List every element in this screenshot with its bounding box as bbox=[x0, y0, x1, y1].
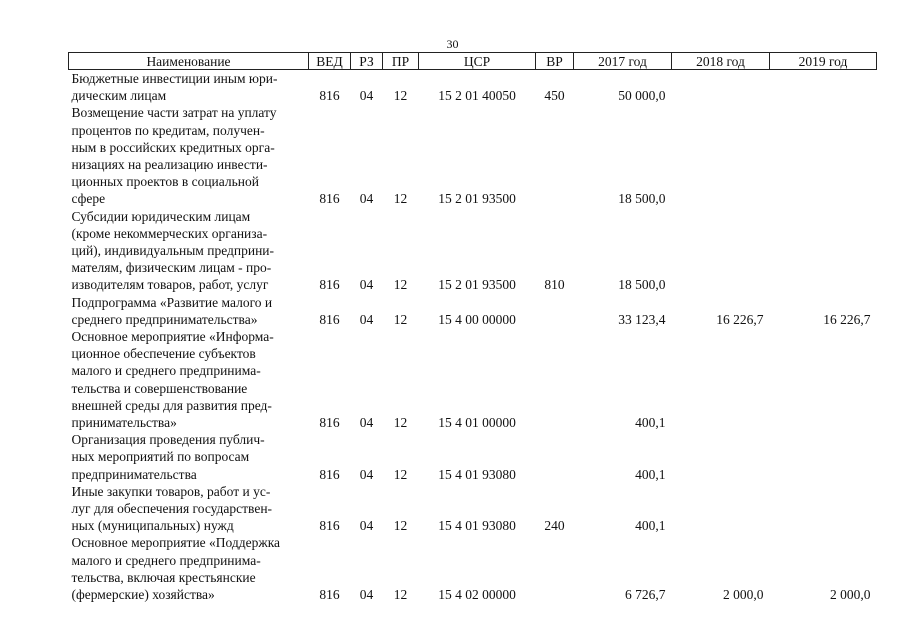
table-row bbox=[69, 328, 877, 431]
page-number: 30 bbox=[446, 37, 459, 51]
row-2019: 2 000,0 bbox=[830, 587, 871, 603]
row-pr: 12 bbox=[393, 311, 408, 327]
row-name: Бюджетные инвестиции иным юри- дическим лицам bbox=[71, 71, 278, 104]
row-2018 bbox=[672, 208, 770, 294]
row-2019 bbox=[770, 208, 877, 294]
row-rz: 04 bbox=[359, 311, 374, 327]
row-vr bbox=[536, 294, 574, 328]
row-pr: 12 bbox=[393, 191, 408, 207]
row-name: Возмещение части затрат на уплату процентов по кредитам, получен- ным в российских кредитных орга- низациях на реализацию инвести- ционных проектов в социальной сфере bbox=[71, 105, 277, 207]
row-vr bbox=[536, 104, 574, 207]
row-rz: 04 bbox=[359, 415, 374, 431]
row-vr: 810 bbox=[544, 277, 565, 293]
row-pr: 12 bbox=[393, 415, 408, 431]
table-row bbox=[69, 294, 877, 328]
row-rz: 04 bbox=[359, 466, 374, 482]
table-row bbox=[69, 534, 877, 603]
header-2019: 2019 год bbox=[770, 53, 877, 70]
row-name: Основное мероприятие «Информа- ционное обеспечение субъектов малого и среднего предпринима- тельства и совершенствование внешней среды для развития пред- принимательства» bbox=[71, 329, 274, 431]
row-csr: 15 4 01 93080 bbox=[438, 518, 516, 534]
row-rz: 04 bbox=[359, 88, 374, 104]
header-csr: ЦСР bbox=[419, 53, 536, 70]
row-name: Иные закупки товаров, работ и ус- луг для обеспечения государствен- ных (муниципальных) нужд bbox=[71, 483, 273, 534]
row-2018 bbox=[672, 328, 770, 431]
row-ved: 816 bbox=[319, 88, 340, 104]
row-2019 bbox=[770, 483, 877, 535]
row-vr bbox=[536, 534, 574, 603]
header-name: Наименование bbox=[69, 53, 309, 70]
row-2019 bbox=[770, 431, 877, 483]
row-vr bbox=[536, 328, 574, 431]
row-csr: 15 2 01 93500 bbox=[438, 191, 516, 207]
row-csr: 15 4 00 00000 bbox=[438, 311, 516, 327]
row-rz: 04 bbox=[359, 191, 374, 207]
row-ved: 816 bbox=[319, 518, 340, 534]
row-pr: 12 bbox=[393, 466, 408, 482]
row-rz: 04 bbox=[359, 277, 374, 293]
row-name: Организация проведения публич- ных мероприятий по вопросам предпринимательства bbox=[71, 432, 265, 482]
row-name: Основное мероприятие «Поддержка малого и среднего предпринима- тельства, включая крестьянские (фермерские) хозяйства» bbox=[71, 535, 281, 603]
row-2017: 33 123,4 bbox=[618, 311, 666, 327]
row-csr: 15 2 01 40050 bbox=[438, 88, 516, 104]
row-2017: 18 500,0 bbox=[618, 191, 666, 207]
row-vr: 450 bbox=[544, 88, 565, 104]
row-csr: 15 4 01 00000 bbox=[438, 415, 516, 431]
header-rz: РЗ bbox=[351, 53, 383, 70]
table-row bbox=[69, 483, 877, 535]
header-ved: ВЕД bbox=[309, 53, 351, 70]
row-2019 bbox=[770, 104, 877, 207]
row-2018 bbox=[672, 104, 770, 207]
row-2017: 400,1 bbox=[635, 415, 666, 431]
header-pr: ПР bbox=[383, 53, 419, 70]
row-vr bbox=[536, 431, 574, 483]
row-ved: 816 bbox=[319, 587, 340, 603]
row-2018 bbox=[672, 70, 770, 105]
budget-table bbox=[68, 52, 877, 603]
row-vr: 240 bbox=[544, 518, 565, 534]
row-csr: 15 4 01 93080 bbox=[438, 466, 516, 482]
row-pr: 12 bbox=[393, 277, 408, 293]
row-2017: 50 000,0 bbox=[618, 88, 666, 104]
row-2019 bbox=[770, 70, 877, 105]
row-ved: 816 bbox=[319, 466, 340, 482]
row-pr: 12 bbox=[393, 88, 408, 104]
table-row bbox=[69, 70, 877, 105]
row-2018 bbox=[672, 431, 770, 483]
row-pr: 12 bbox=[393, 518, 408, 534]
row-name: Субсидии юридическим лицам (кроме некоммерческих организа- ций), индивидуальным предприни- мателям, физическим лицам - про- изводителям товаров, работ, услуг bbox=[71, 208, 275, 293]
row-ved: 816 bbox=[319, 277, 340, 293]
row-2018 bbox=[672, 483, 770, 535]
row-ved: 816 bbox=[319, 311, 340, 327]
row-2019 bbox=[770, 328, 877, 431]
row-2018: 2 000,0 bbox=[723, 587, 764, 603]
row-rz: 04 bbox=[359, 518, 374, 534]
row-ved: 816 bbox=[319, 415, 340, 431]
row-2017: 18 500,0 bbox=[618, 277, 666, 293]
row-2017: 6 726,7 bbox=[625, 587, 666, 603]
row-csr: 15 2 01 93500 bbox=[438, 277, 516, 293]
row-2017: 400,1 bbox=[635, 466, 666, 482]
row-pr: 12 bbox=[393, 587, 408, 603]
table-header-row bbox=[69, 53, 877, 70]
header-2017: 2017 год bbox=[574, 53, 672, 70]
row-ved: 816 bbox=[319, 191, 340, 207]
header-2018: 2018 год bbox=[672, 53, 770, 70]
row-rz: 04 bbox=[359, 587, 374, 603]
row-name: Подпрограмма «Развитие малого и среднего предпринимательства» bbox=[71, 294, 273, 327]
header-vr: ВР bbox=[536, 53, 574, 70]
row-2017: 400,1 bbox=[635, 518, 666, 534]
row-csr: 15 4 02 00000 bbox=[438, 587, 516, 603]
table-row bbox=[69, 208, 877, 294]
row-2018: 16 226,7 bbox=[716, 311, 764, 327]
table-row bbox=[69, 104, 877, 207]
table-row bbox=[69, 431, 877, 483]
row-2019: 16 226,7 bbox=[823, 311, 871, 327]
